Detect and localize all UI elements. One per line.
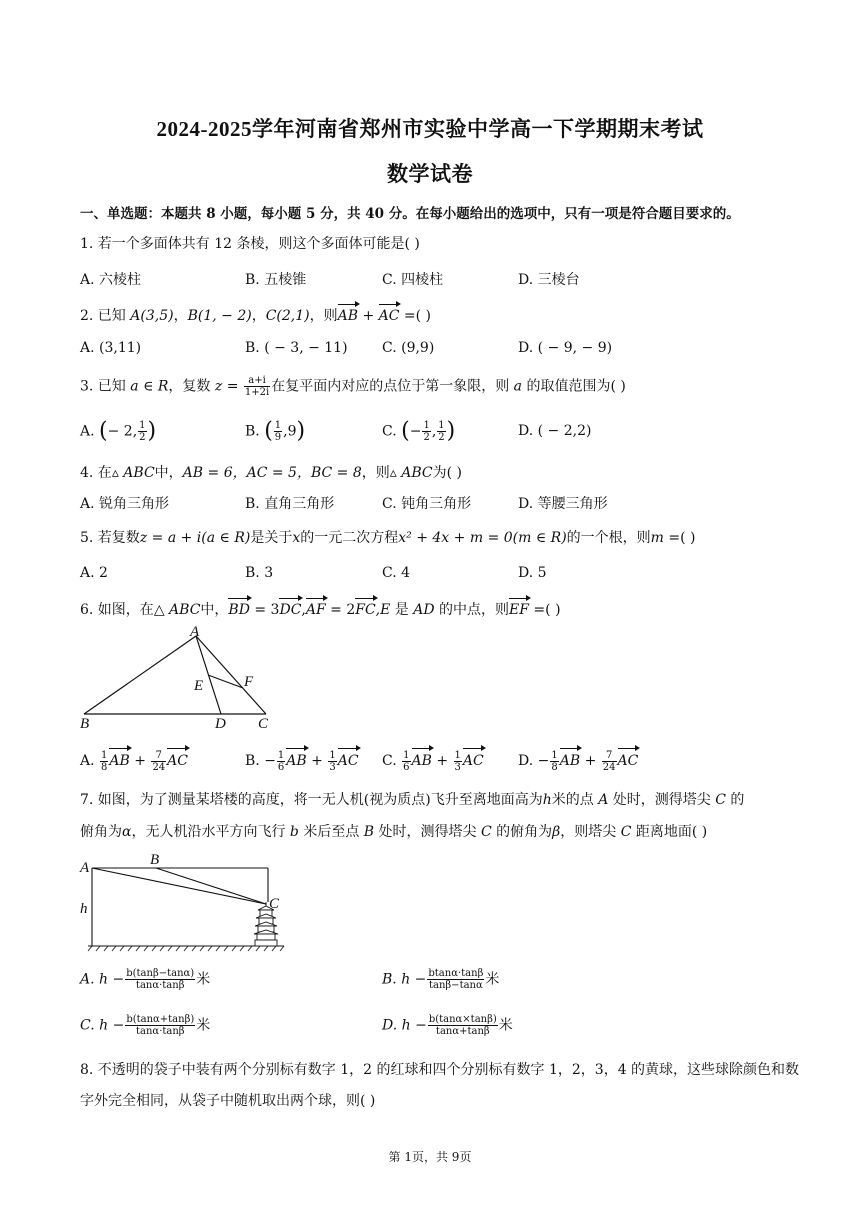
sight-line-b bbox=[156, 868, 266, 904]
question-3-stem: 3. 已知 a ∈ R，复数 z = $\frac{a+i}{1+2i}$ 在复平面内对应的点位于第一象限，则 a 的取值范围为( ) bbox=[80, 375, 626, 398]
question-7-line-1: 7. 如图，为了测量某塔楼的高度，将一无人机(视为质点)飞升至离地面高为h米的点 A 处时，测得塔尖 C 的 bbox=[80, 792, 745, 808]
q2-option-a: A. (3,11) bbox=[80, 340, 142, 356]
q2-option-d: D. ( − 9, − 9) bbox=[518, 340, 613, 356]
label-b: B bbox=[150, 852, 160, 868]
q3-option-a: A. (− 2, $\frac{1}{2}$ ) bbox=[80, 418, 157, 444]
q3-option-d: D. ( − 2,2) bbox=[518, 423, 592, 439]
drone-tower-figure bbox=[78, 850, 298, 954]
q6-option-d: D. − $\frac{1}{8}$ AB + $\frac{7}{24}$ AC bbox=[518, 747, 638, 773]
q6-option-b: B. − $\frac{1}{6}$ AB + $\frac{1}{3}$ AC bbox=[245, 747, 359, 773]
q6-option-c: C. $\frac{1}{6}$ AB + $\frac{1}{3}$ AC bbox=[382, 747, 484, 773]
label-b: B bbox=[80, 716, 90, 732]
question-4-options bbox=[80, 493, 800, 515]
label-f: F bbox=[244, 674, 254, 690]
question-6-options bbox=[80, 747, 800, 771]
q1-option-c: C. 四棱柱 bbox=[382, 272, 444, 288]
q5-option-b: B. 3 bbox=[245, 565, 274, 581]
label-h: h bbox=[80, 901, 88, 917]
label-a: A bbox=[80, 860, 90, 876]
q7-option-c: C. h − $\frac{b(\tan\alpha+\tan\beta)}{\tan\alpha\cdot\tan\beta}$ 米 bbox=[80, 1014, 211, 1037]
question-4-stem: 4. 在▵ ABC中，AB = 6，AC = 5，BC = 8，则▵ ABC为( ) bbox=[80, 465, 463, 481]
q5-option-a: A. 2 bbox=[80, 565, 108, 581]
q5-option-c: C. 4 bbox=[382, 565, 411, 581]
q4-option-d: D. 等腰三角形 bbox=[518, 496, 608, 512]
q5-option-d: D. 5 bbox=[518, 565, 547, 581]
q1-option-a: A. 六棱柱 bbox=[80, 272, 142, 288]
q1-option-b: B. 五棱锥 bbox=[245, 272, 307, 288]
ground-hatching bbox=[88, 946, 284, 951]
section-heading: 一、单选题：本题共 8 小题，每小题 5 分，共 40 分。在每小题给出的选项中，只有一项是符合题目要求的。 bbox=[80, 206, 740, 222]
question-1-stem: 1. 若一个多面体共有 12 条棱，则这个多面体可能是( ) bbox=[80, 236, 420, 252]
side-ac bbox=[196, 636, 266, 714]
q7-option-b: B. h − $\frac{btan\alpha\cdot\tan\beta}{\tan\beta-\tan\alpha}$ 米 bbox=[382, 968, 500, 991]
question-2-options bbox=[80, 337, 800, 359]
triangle-abc-figure bbox=[76, 624, 276, 732]
question-8-stem: 8. 不透明的袋子中装有两个分别标有数字 1，2 的红球和四个分别标有数字 1，2，3，4 的黄球，这些球除颜色和数字外完全相同，从袋子中随机取出两个球，则( ) bbox=[80, 1062, 800, 1109]
question-1-options bbox=[80, 269, 800, 291]
question-5-stem: 5. 若复数z = a + i(a ∈ R)是关于x的一元二次方程x² + 4x + m = 0(m ∈ R)的一个根，则m =( ) bbox=[80, 530, 696, 546]
q7-option-a: A. h − $\frac{b(\tan\beta-\tan\alpha)}{\tan\alpha\cdot\tan\beta}$ 米 bbox=[80, 968, 211, 991]
question-3-options bbox=[80, 420, 800, 442]
page-footer: 第 1页，共 9页 bbox=[388, 1150, 472, 1164]
question-7-options-row-1 bbox=[80, 968, 800, 996]
vector-ac: AC bbox=[379, 303, 400, 326]
exam-title: 2024-2025学年河南省郑州市实验中学高一下学期期末考试 bbox=[156, 117, 704, 141]
label-c: C bbox=[258, 716, 269, 732]
question-5-options bbox=[80, 562, 800, 584]
q7-option-d: D. h − $\frac{b(\tan\alpha\times\tan\beta)}{\tan\alpha+\tan\beta}$ 米 bbox=[382, 1014, 513, 1037]
label-e: E bbox=[194, 678, 204, 694]
q3-option-b: B. ( $\frac{1}{9}$ ,9) bbox=[245, 418, 306, 444]
q4-option-b: B. 直角三角形 bbox=[245, 496, 335, 512]
q6-option-a: A. $\frac{1}{8}$ AB + $\frac{7}{24}$ AC bbox=[80, 747, 188, 773]
vector-ab: AB bbox=[338, 303, 358, 326]
q3-option-c: C. (− $\frac{1}{2}$ , $\frac{1}{2}$ ) bbox=[382, 418, 456, 444]
q3-fraction: $\frac{a+i}{1+2i}$ bbox=[244, 375, 270, 398]
q4-option-c: C. 钝角三角形 bbox=[382, 496, 472, 512]
question-2-stem: 2. 已知 A(3,5)，B(1, − 2)，C(2,1)，则AB + AC =( ) bbox=[80, 303, 800, 326]
label-c: C bbox=[269, 896, 280, 912]
q1-option-d: D. 三棱台 bbox=[518, 272, 580, 288]
question-7-options-row-2 bbox=[80, 1014, 800, 1042]
segment-ef bbox=[208, 675, 243, 688]
question-7-line-2: 俯角为α，无人机沿水平方向飞行 b 米后至点 B 处时，测得塔尖 C 的俯角为β，则塔尖 C 距离地面( ) bbox=[80, 824, 708, 840]
sight-line-a bbox=[92, 868, 266, 904]
q2-option-b: B. ( − 3, − 11) bbox=[245, 340, 348, 356]
question-6-stem: 6. 如图，在△ ABC中，BD = 3DC,AF = 2FC,E 是 AD 的中点，则EF =( ) bbox=[80, 597, 800, 620]
label-a: A bbox=[190, 624, 200, 640]
side-ba bbox=[84, 636, 196, 714]
label-d: D bbox=[215, 716, 226, 732]
q4-option-a: A. 锐角三角形 bbox=[80, 496, 170, 512]
q2-option-c: C. (9,9) bbox=[382, 340, 435, 356]
exam-subtitle: 数学试卷 bbox=[387, 162, 473, 186]
